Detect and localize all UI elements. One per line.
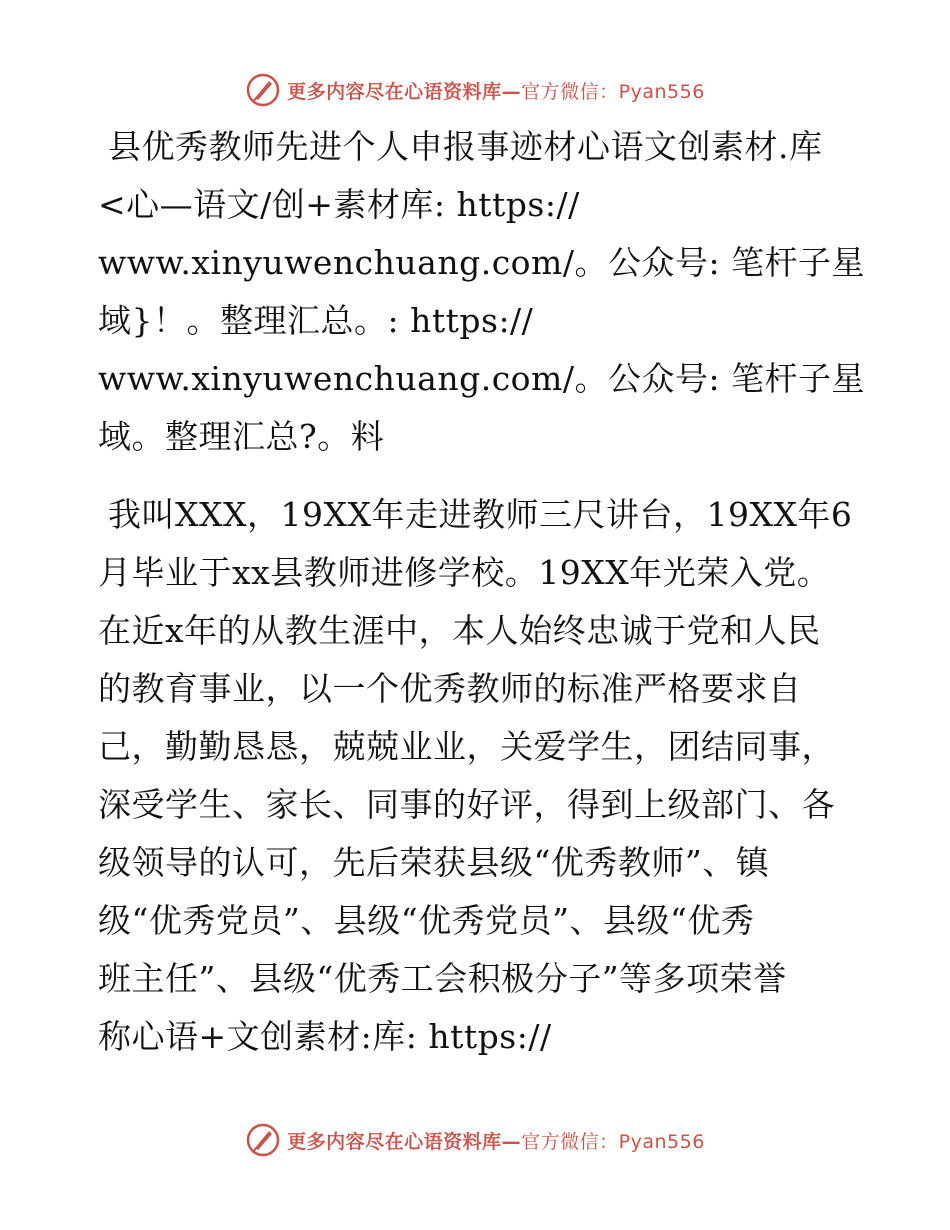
text-line: 深受学生、家长、同事的好评，得到上级部门、各	[98, 785, 835, 824]
text-line: 己，勤勤恳恳，兢兢业业，关爱学生，团结同事，	[98, 727, 835, 766]
document-body	[98, 118, 866, 1066]
text-line: 称心语+文创素材:库: https://	[98, 1017, 552, 1056]
text-line: 在近x年的从教生涯中，本人始终忠诚于党和人民	[98, 611, 821, 650]
quill-logo-icon	[245, 72, 281, 108]
text-line: 的教育事业，以一个优秀教师的标准严格要求自	[98, 669, 802, 708]
text-line: 级领导的认可，先后荣获县级“优秀教师”、镇	[98, 843, 770, 882]
banner-text: 更多内容尽在心语资料库—官方微信：Pyan556	[287, 1130, 705, 1153]
text-line: <心—语文/创+素材库: https://	[98, 185, 580, 224]
text-line: 域}！。整理汇总。: https://	[98, 301, 534, 340]
text-line: www.xinyuwenchuang.com/。公众号: 笔杆子星	[98, 243, 866, 282]
text-line: 班主任”、县级“优秀工会积极分子”等多项荣誉	[98, 959, 787, 998]
paragraph-body	[98, 486, 858, 1066]
header-watermark-banner	[0, 70, 950, 110]
text-line: 我叫XXX，19XX年走进教师三尺讲台，19XX年6	[108, 495, 853, 534]
paragraph-title	[98, 118, 866, 466]
footer-watermark-banner	[0, 1120, 950, 1160]
text-line: 域。整理汇总?。料	[98, 417, 385, 456]
text-line: www.xinyuwenchuang.com/。公众号: 笔杆子星	[98, 359, 866, 398]
text-line: 级“优秀党员”、县级“优秀党员”、县级“优秀	[98, 901, 755, 940]
banner-text: 更多内容尽在心语资料库—官方微信：Pyan556	[287, 80, 705, 103]
text-line: 县优秀教师先进个人申报事迹材心语文创素材.库	[108, 127, 823, 166]
text-line: 月毕业于xx县教师进修学校。19XX年光荣入党。	[98, 553, 831, 592]
quill-logo-icon	[245, 1122, 281, 1158]
